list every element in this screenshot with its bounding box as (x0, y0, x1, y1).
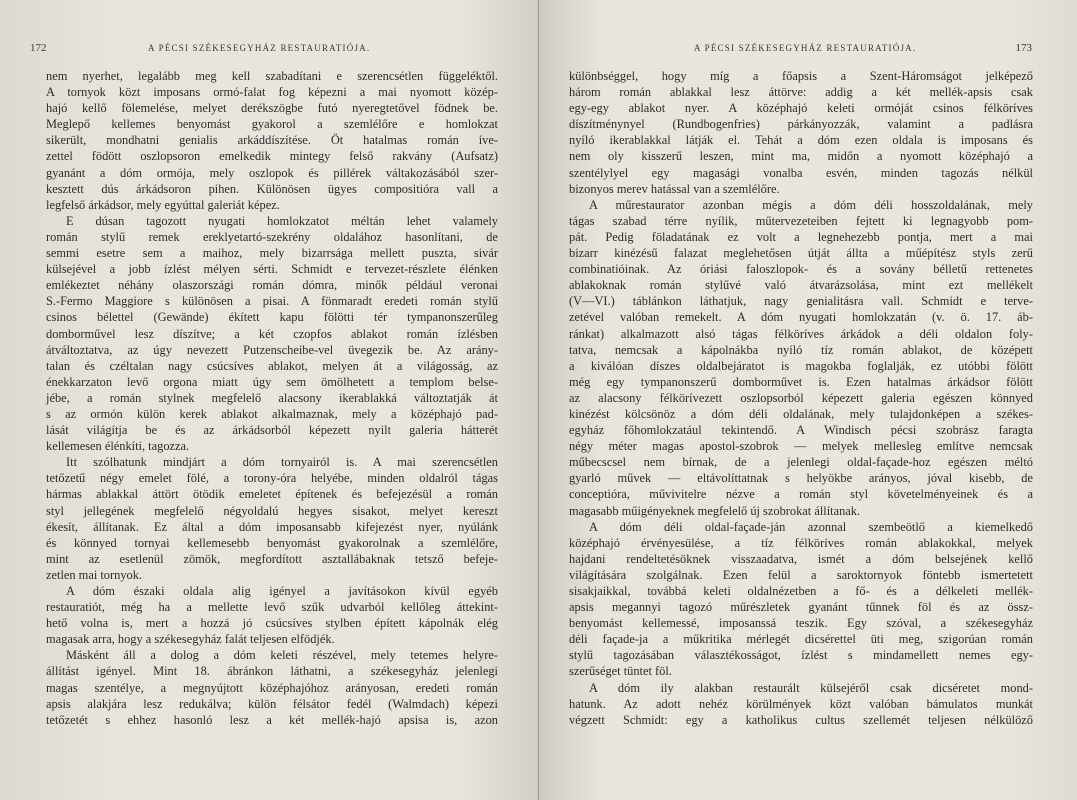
text-line: hajdani rendeltetésöknek visszaadatva, ismét a dóm belsejének kellő (569, 551, 1033, 566)
text-line: s az ormón külön kerek ablakot alkalmaznak, mely a középhajó pad- (46, 406, 498, 421)
text-line: magasabb műigényeknek megfelelő új szobrokat állítanak. (569, 503, 861, 518)
text-line: zetlen mai tornyok. (46, 567, 142, 582)
text-line: kellemesen élénkíti, tagozza. (46, 439, 190, 454)
text-line: emlékeztet néhány olaszországi román dómra, minők például veronai (46, 278, 498, 293)
text-line: nyíló ikerablakkal látják el. Tehát a dóm ezen oldala is imposans és (569, 133, 1033, 148)
text-line: műbecscsel nem bírnak, de a jelenlegi oldal-façade-hoz egészen méltó (569, 455, 1033, 470)
text-line: stylű tagozásában választékosságot, ízlést s mindamellett nemes egy- (569, 648, 1033, 663)
text-line: Másként áll a dolog a dóm keleti részével, mely tetemes helyre- (66, 648, 498, 663)
text-line: restauratiót, még ha a mellette levő szűk udvarból kellőleg áttekint- (46, 600, 498, 615)
text-line: világítására szolgálnak. Ezen felül a saroktornyok föntebb ismertetett (569, 567, 1033, 582)
text-line: hajó kellő fölemelése, melyet derékszögbe futó nyeregtetővel födnek be. (46, 101, 498, 116)
right-page (539, 0, 1077, 800)
text-line: hatunk. Az adott nehéz körülmények közt valóban bámulatos munkát (569, 696, 1033, 711)
text-line: díszítménynyel (Rundbogenfries) párkányozzák, valamint a padlásra (569, 117, 1033, 132)
text-line: A tornyok közt imposans ormó-falat fog képezni a mai nyomott közép- (46, 85, 498, 100)
text-line: apsis megannyi tagozó műrészletek gyanánt tűnnek föl és az össz- (569, 600, 1033, 615)
text-line: lását világítja be és az árkádsorból képezett nyilt galeria hátterét (46, 423, 498, 438)
text-line: (V—VI.) táblánkon láthatjuk, nagy genialitásra vall. Schmidt e terve- (569, 294, 1033, 309)
body-text-right (569, 68, 1033, 728)
text-line: A dóm déli oldal-façade-ján azonnal szembeötlő a kiemelkedő (589, 519, 1033, 534)
text-line: tetőzetű négy emelet fölé, a torony-óra helyébe, minden oldalról tágas (46, 471, 498, 486)
text-line: ékesít, állítanak. Ez által a dóm imposansabb kifejezést nyer, nyúlánk (46, 519, 498, 534)
text-line: styl jellegének megfelelő négyoldalú hegyes sisakot, melyet kereszt (46, 503, 498, 518)
text-line: állítást igényel. Mint 18. ábránkon láthatni, a székesegyház jelenlegi (46, 664, 498, 679)
text-line: bizarr kinézésű falazat meglehetősen útját állta a műépítész styls zerű (569, 246, 1033, 261)
text-line: ablakoknak román stylűvé való átvarázsolása, mint ezt mellékelt (569, 278, 1033, 293)
text-line: gyanánt a dóm ormója, mely oszlopok és pillérek váltakozásából szer- (46, 165, 498, 180)
text-line: hető volna is, mert a hozzá jó csúcsíves stylben épített kápolnák elég (46, 616, 498, 631)
text-line: középhajó érvényesülése, a tíz félköríves román ablakokkal, melyek (569, 535, 1033, 550)
text-line: combinatióinak. Az óriási faloszlopok- és a sovány bélletű rettenetes (569, 262, 1033, 277)
text-line: csinos bélettel (Gewände) ékített kapu fölötti tér tympanonszerűleg (46, 310, 498, 325)
text-line: sikerült, mondhatni genialis arkáddíszítése. Öt hatalmas román íve- (46, 133, 498, 148)
text-line: bizonyos merev hatással van a szemlélőre. (569, 181, 780, 196)
text-line: különbséggel, hogy míg a főapsis a Szent-Háromságot jelképező (569, 69, 1033, 83)
text-line: A műrestaurator azonban mégis a dóm déli hosszoldalának, mely (589, 197, 1033, 212)
text-line: magas szentélye, a megnyújtott középhajóhoz arányosan, eredeti román (46, 680, 498, 695)
text-line: zetével valóban remekelt. A dóm nyugati homlokzatán (v. ö. 17. áb- (569, 310, 1033, 325)
text-line: és könnyed tornyai kellemesebb benyomást gyakorolnak a szemlélőre, (46, 535, 498, 550)
running-head-title-left: A PÉCSI SZÉKESEGYHÁZ RESTAURATIÓJA. (148, 43, 371, 53)
text-line: mint az esetlenül zömök, megfordított asztallábaknak tetsző befeje- (46, 551, 498, 566)
text-line: hármas ablakkal áttört ötödik emeletet építenek és befejezésül a román (46, 487, 498, 502)
text-line: nem oly kisszerű leszen, mint ma, midőn a nyomott középhajó a (569, 149, 1033, 164)
text-line: az alacsony félkörívezett oszlopsorból képezett galeria egészen könnyed (569, 390, 1033, 405)
text-line: Meglepő kellemes benyomást gyakorol a szemlélőre e homlokzat (46, 117, 498, 132)
text-line: tetőzetét s ehhez hasonló lesz a két mellék-hajó apsisa is, azon (46, 712, 498, 727)
text-line: legfelső árkádsor, mely egyúttal galeriát képez. (46, 197, 280, 212)
text-line: a kiválóan díszes oldalbejáratot is magokba foglalják, ez utóbbi fölött (569, 358, 1033, 373)
text-line: benyomást kellemessé, imposanssá teszik. Egy szóval, a székesegyház (569, 616, 1033, 631)
text-line: átváltoztatva, az úgy nevezett Putzenscheibe-vel üvegezik be. Az arány- (46, 342, 498, 357)
text-line: román stylű remek ereklyetartó-szekrény oldalához hasonlítani, de (46, 229, 498, 244)
text-line: szerűséget tüntet föl. (569, 664, 672, 679)
page-number-right: 173 (1015, 42, 1032, 54)
text-line: zettel födött oszlopsoron emelkedik mintegy felső rakvány (Aufsatz) (46, 149, 498, 164)
text-line: egy-egy ablakot nyer. A középhajó keleti ormóját csinos félköríves (569, 101, 1033, 116)
text-line: jébe, a román stylnek megfelelő alacsony ikerablakká változtatják át (46, 390, 498, 405)
body-text-left (46, 68, 498, 728)
text-line: magasak arra, hogy a székesegyház falát teljesen elfödjék. (46, 632, 335, 647)
text-line: külsejével a jobb ízlést mélyen sérti. Schmidt e tervezet-részlete élénken (46, 262, 498, 277)
page-number-left: 172 (30, 42, 47, 54)
text-line: szentélylyel egy magasági vonalba esvén, minden tagozás nélkül (569, 165, 1033, 180)
text-line: apsis alakjára lesz redukálva; külön félsátor fedél (Walmdach) képezi (46, 696, 498, 711)
text-line: nem nyerhet, legalább meg kell szabadítani e szerencsétlen függeléktől. (46, 69, 498, 83)
text-line: domborművel lesz díszítve; a két czopfos ablakot román ízlésben (46, 326, 498, 341)
text-line: ránkat) alkalmazott alsó tágas félköríves árkádok a déli oldalon foly- (569, 326, 1033, 341)
text-line: tágas szabad térre nyílik, műtervezeteiben fejtett ki legnagyobb pom- (569, 213, 1033, 228)
text-line: E dúsan tagozott nyugati homlokzatot méltán lehet valamely (66, 213, 498, 228)
text-line: kinézést kölcsönöz a dóm déli oldalának, mely tulajdonképen a székes- (569, 406, 1033, 421)
text-line: talan és czéltalan nagy csúcsíves ablakot, melyen át a világosság, az (46, 358, 498, 373)
text-line: négy méter magas apostol-szobrok — melyek mellesleg említve nemcsak (569, 439, 1033, 454)
text-line: énekkarzaton levő orgona miatt úgy sem ömölhetett a templom belse- (46, 374, 498, 389)
running-head-title-right: A PÉCSI SZÉKESEGYHÁZ RESTAURATIÓJA. (694, 43, 917, 53)
text-line: még egy tympanonszerű domborművet is. Ezen hatalmas árkádsor fölött (569, 374, 1033, 389)
text-line: A dóm északi oldala alig igényel a javításokon kívül egyéb (66, 584, 498, 598)
text-line: pát. Pedig föladatának ez volt a legnehezebb pontja, mert a mai (569, 229, 1033, 244)
text-line: egyház főhomlokzatául tekintendő. A Windisch pécsi szobrász faragta (569, 423, 1033, 438)
text-line: három román ablakkal lesz áttörve: addig a két mellék-apsis csak (569, 85, 1033, 100)
text-line: sisakjaikkal, továbbá keleti oldalnézetben a fő- és a délkeleti mellék- (569, 584, 1033, 598)
text-line: Itt szólhatunk mindjárt a dóm tornyairól is. A mai szerencsétlen (66, 455, 498, 470)
text-line: A dóm ily alakban restaurált külsejéről csak dicséretet mond- (589, 680, 1033, 695)
text-line: déli façade-ja a műkritika mérlegét dicsérettel üti meg, szigorúan román (569, 632, 1033, 647)
text-line: S.-Fermo Maggiore s különösen a pisai. A fönmaradt eredeti román stylű (46, 294, 498, 309)
text-line: semmi esetre sem a maihoz, mely bizarrsága mellett puszta, sivár (46, 246, 498, 261)
text-line: gyarló művek — eltávolíttatnak s helyökbe arányos, jóval kisebb, de (569, 471, 1033, 486)
text-line: kesztett dús árkádsoron pihen. Különösen ügyes compositióra vall a (46, 181, 498, 196)
left-page (0, 0, 538, 800)
text-line: végzett Schmidt: egy a katholikus cultus szellemét teljesen nélkülöző (569, 712, 1033, 727)
text-line: conceptióra, művivitelre nézve a román styl követelményeinek és a (569, 487, 1033, 502)
text-line: tatva, nemcsak a kápolnákba nyíló tíz román ablakot, de középett (569, 342, 1033, 357)
